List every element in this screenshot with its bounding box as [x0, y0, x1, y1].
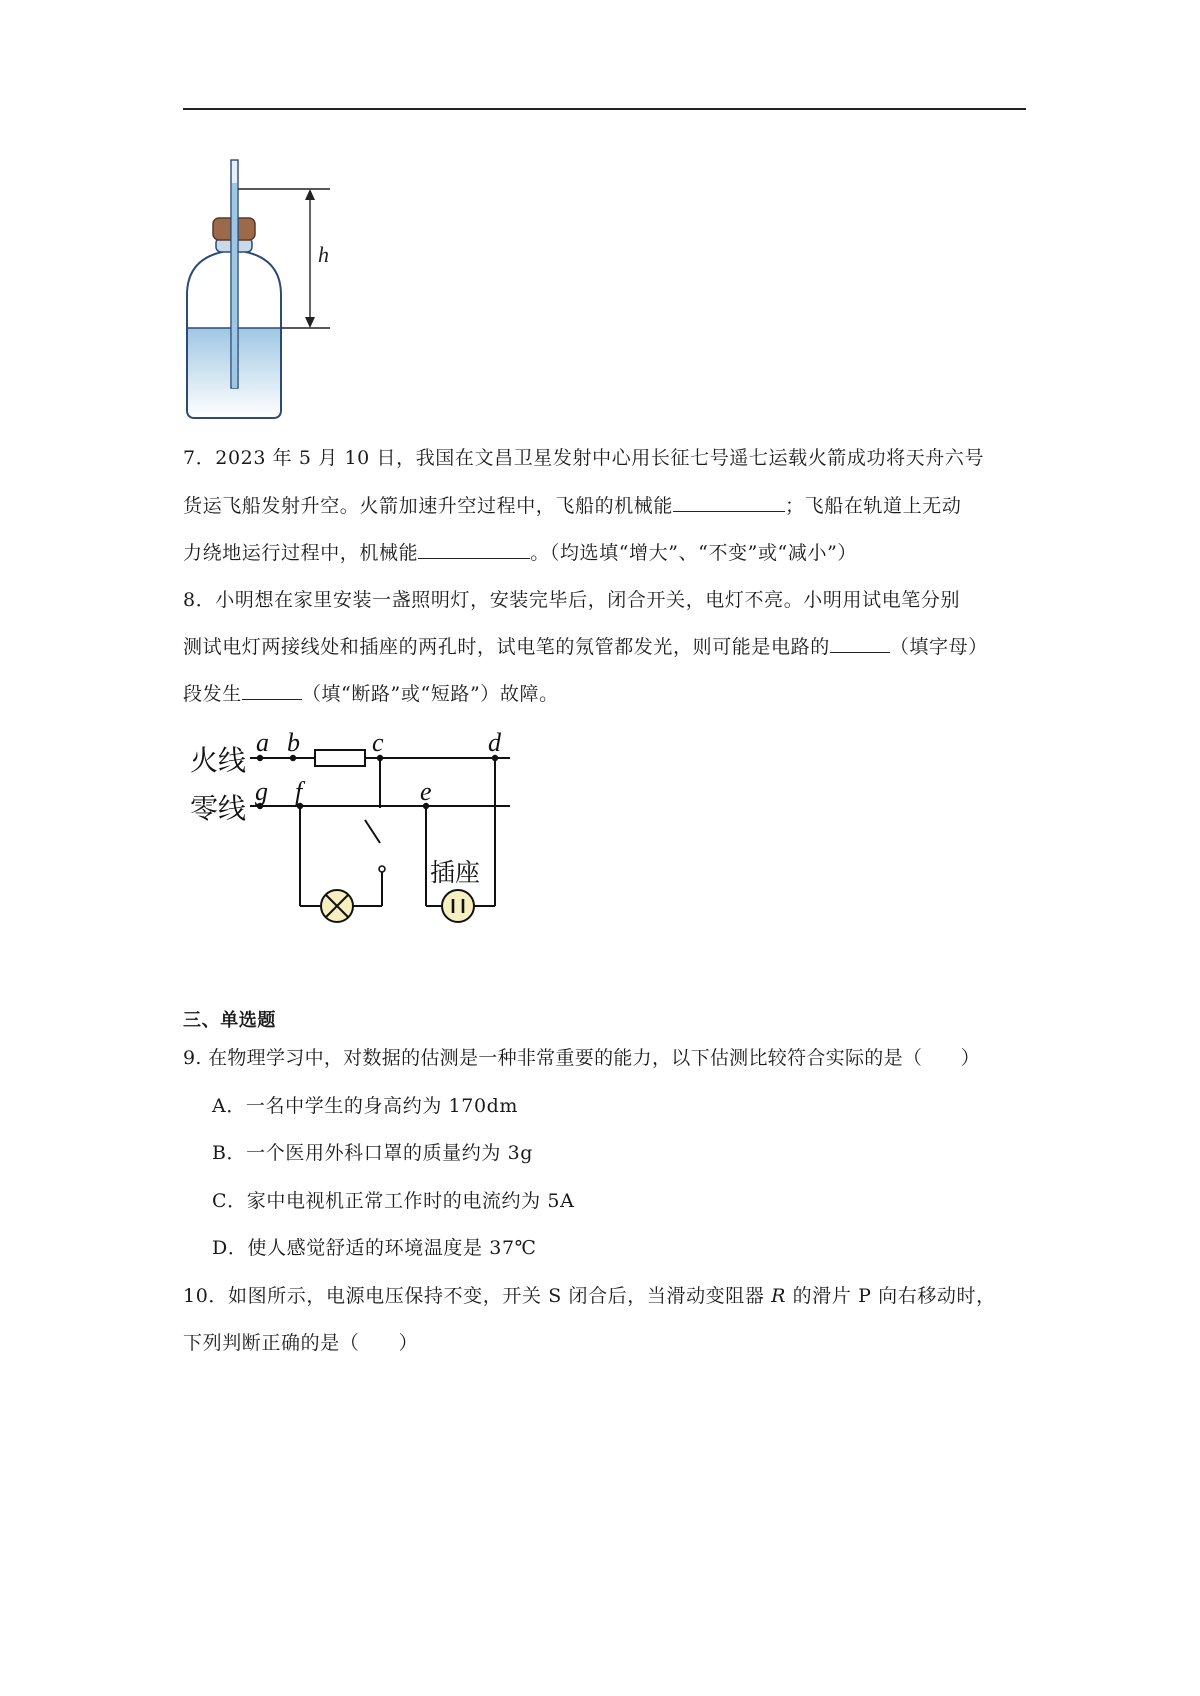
q7-line2-text: 货运飞船发射升空。火箭加速升空过程中，飞船的机械能: [183, 495, 674, 517]
socket-icon: [442, 890, 474, 922]
q8-line2-tail: （填字母）: [889, 636, 988, 658]
neutral-wire-label: 零线: [190, 792, 247, 825]
glass-tube: [231, 160, 238, 388]
header-rule: [183, 108, 1026, 110]
q9-option-b[interactable]: B．一个医用外科口罩的质量约为 3g: [212, 1142, 534, 1164]
q10-line1: [183, 1281, 996, 1308]
q9-stem: 9. 在物理学习中，对数据的估测是一种非常重要的能力，以下估测比较符合实际的是（ ）: [183, 1047, 981, 1069]
q10-line2: 下列判断正确的是（ ）: [183, 1332, 419, 1354]
live-wire-label: 火线: [190, 744, 247, 777]
lamp-icon: [321, 890, 353, 922]
q7-line2-tail: ；飞船在轨道上无动: [785, 495, 962, 517]
q8-line1: 8．小明想在家里安装一盏照明灯，安装完毕后，闭合开关，电灯不亮。小明用试电笔分别: [183, 589, 961, 611]
q9-option-a[interactable]: A．一名中学生的身高约为 170dm: [212, 1095, 519, 1117]
q7-blank-1[interactable]: [673, 491, 785, 512]
q8-blank-1[interactable]: [830, 632, 890, 653]
bottle-figure: [180, 155, 340, 423]
q8-line3: [183, 679, 559, 706]
node-c-label: c: [372, 728, 384, 757]
node-g-label: g: [255, 777, 268, 806]
q8-line3-tail: （填“断路”或“短路”）故障。: [301, 683, 559, 705]
section-3-title: 三、单选题: [183, 1010, 276, 1031]
q7-line3-text: 力绕地运行过程中，机械能: [183, 542, 419, 564]
q7-blank-2[interactable]: [418, 538, 530, 559]
q10-line1-text: 10．如图所示，电源电压保持不变，开关 S 闭合后，当滑动变阻器: [183, 1285, 772, 1307]
q9-option-d[interactable]: D．使人感觉舒适的环境温度是 37℃: [212, 1237, 537, 1259]
fuse: [315, 750, 365, 766]
q9-option-c[interactable]: C．家中电视机正常工作时的电流约为 5A: [212, 1190, 575, 1212]
q7-line2: [183, 491, 961, 518]
node-a-label: a: [256, 728, 269, 757]
socket-label: 插座: [430, 858, 481, 887]
q7-line3-tail: 。（均选填“增大”、“不变”或“减小”）: [530, 542, 857, 564]
node-b-label: b: [287, 728, 300, 757]
q7-line1: 7．2023 年 5 月 10 日，我国在文昌卫星发射中心用长征七号遥七运载火箭成功将天舟六号: [183, 447, 985, 469]
switch-blade: [365, 820, 380, 843]
node-e-label: e: [420, 777, 432, 806]
height-label: h: [318, 242, 329, 267]
circuit-diagram: [180, 718, 520, 940]
q8-line2-text: 测试电灯两接线处和插座的两孔时，试电笔的氖管都发光，则可能是电路的: [183, 636, 830, 658]
q10-line1-tail: 的滑片 P 向右移动时，: [786, 1285, 996, 1307]
switch-contact: [379, 866, 385, 872]
q8-line2: [183, 632, 988, 659]
node-d-label: d: [488, 728, 501, 757]
q8-line3-text: 段发生: [183, 683, 242, 705]
q10-symbol-r: R: [771, 1285, 787, 1307]
node-f-label: f: [295, 777, 303, 806]
q7-line3: [183, 538, 857, 565]
q8-blank-2[interactable]: [242, 679, 302, 700]
